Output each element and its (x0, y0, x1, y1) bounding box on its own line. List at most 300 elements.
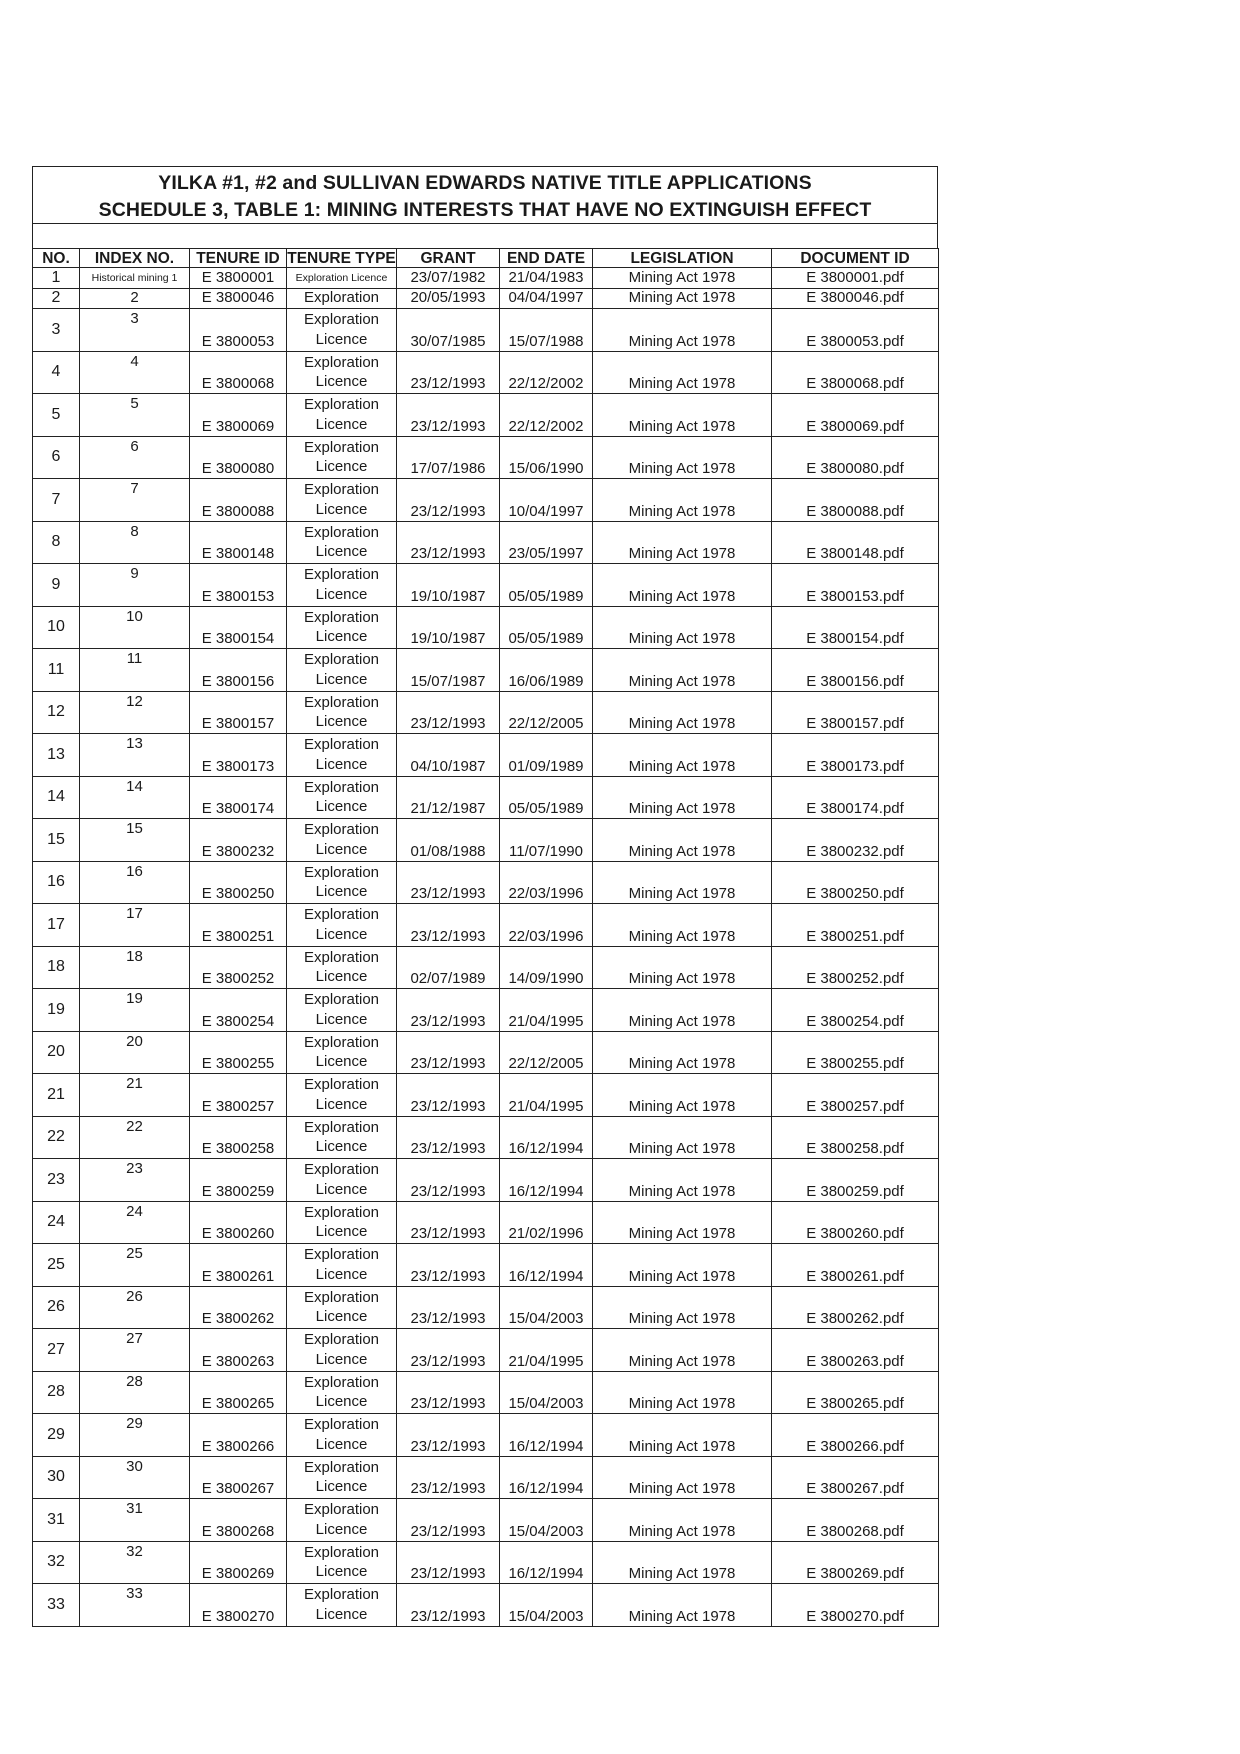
tenure-type-line2: Licence (315, 1435, 368, 1453)
row-document-id: E 3800156.pdf (772, 649, 939, 692)
row-document-id: E 3800261.pdf (772, 1244, 939, 1287)
row-index-no: 25 (80, 1244, 190, 1287)
table-row (33, 1201, 939, 1244)
table-row (33, 564, 939, 607)
row-legislation: Mining Act 1978 (593, 564, 772, 607)
row-document-id: E 3800080.pdf (772, 436, 939, 479)
row-index-no: 14 (80, 776, 190, 819)
tenure-type-line1: Exploration (303, 1203, 380, 1221)
row-end-date: 04/04/1997 (500, 288, 593, 309)
tenure-type-line2: Licence (315, 713, 368, 731)
row-tenure-type (287, 394, 397, 437)
row-tenure-id: E 3800257 (190, 1074, 287, 1117)
row-end-date: 11/07/1990 (500, 819, 593, 862)
col-header-legislation: LEGISLATION (593, 249, 772, 268)
row-no: 11 (33, 649, 80, 692)
row-tenure-id: E 3800068 (190, 351, 287, 394)
row-tenure-type (287, 268, 397, 289)
tenure-type-line1: Exploration (303, 1586, 380, 1604)
tenure-type-line2: Licence (315, 798, 368, 816)
row-document-id: E 3800157.pdf (772, 691, 939, 734)
row-document-id: E 3800068.pdf (772, 351, 939, 394)
document-page (32, 166, 938, 1627)
row-index-no: 10 (80, 606, 190, 649)
tenure-type-line2: Licence (315, 1563, 368, 1581)
row-end-date: 21/04/1983 (500, 268, 593, 289)
row-end-date: 22/12/2002 (500, 351, 593, 394)
row-grant-date: 15/07/1987 (397, 649, 500, 692)
tenure-type-line2: Licence (315, 1393, 368, 1411)
row-no: 19 (33, 989, 80, 1032)
row-document-id: E 3800263.pdf (772, 1329, 939, 1372)
table-row (33, 394, 939, 437)
row-document-id: E 3800046.pdf (772, 288, 939, 309)
row-tenure-type (287, 861, 397, 904)
row-tenure-type (287, 734, 397, 777)
row-grant-date: 23/12/1993 (397, 1159, 500, 1202)
row-end-date: 22/03/1996 (500, 904, 593, 947)
tenure-type-line1: Exploration (303, 1033, 380, 1051)
row-no: 21 (33, 1074, 80, 1117)
row-index-no: 31 (80, 1499, 190, 1542)
table-row (33, 1074, 939, 1117)
row-document-id: E 3800069.pdf (772, 394, 939, 437)
row-no: 4 (33, 351, 80, 394)
tenure-type-line1: Exploration Licence (295, 271, 388, 284)
row-legislation: Mining Act 1978 (593, 1201, 772, 1244)
row-tenure-id: E 3800250 (190, 861, 287, 904)
row-tenure-type (287, 606, 397, 649)
row-grant-date: 23/12/1993 (397, 1371, 500, 1414)
row-index-no: 16 (80, 861, 190, 904)
row-end-date: 05/05/1989 (500, 564, 593, 607)
row-index-no: 33 (80, 1584, 190, 1627)
tenure-type-line1: Exploration (303, 948, 380, 966)
col-header-document-id: DOCUMENT ID (772, 249, 939, 268)
tenure-type-line2: Licence (315, 925, 368, 943)
row-tenure-type (287, 649, 397, 692)
row-grant-date: 23/12/1993 (397, 1456, 500, 1499)
row-end-date: 05/05/1989 (500, 776, 593, 819)
row-no: 5 (33, 394, 80, 437)
tenure-type-line1: Exploration (303, 651, 380, 669)
row-end-date: 16/12/1994 (500, 1414, 593, 1457)
row-legislation: Mining Act 1978 (593, 989, 772, 1032)
row-end-date: 22/12/2005 (500, 1031, 593, 1074)
tenure-type-line2: Licence (315, 373, 368, 391)
row-document-id: E 3800269.pdf (772, 1541, 939, 1584)
row-index-no: 6 (80, 436, 190, 479)
table-row (33, 989, 939, 1032)
tenure-type-line2: Licence (315, 585, 368, 603)
row-index-no: 20 (80, 1031, 190, 1074)
row-tenure-id: E 3800270 (190, 1584, 287, 1627)
row-tenure-type (287, 1116, 397, 1159)
row-legislation: Mining Act 1978 (593, 1031, 772, 1074)
row-document-id: E 3800252.pdf (772, 946, 939, 989)
table-row (33, 606, 939, 649)
row-index-no: 28 (80, 1371, 190, 1414)
row-document-id: E 3800053.pdf (772, 309, 939, 352)
row-no: 9 (33, 564, 80, 607)
row-tenure-type (287, 1244, 397, 1287)
row-tenure-id: E 3800156 (190, 649, 287, 692)
tenure-type-line2: Licence (315, 543, 368, 561)
row-tenure-id: E 3800262 (190, 1286, 287, 1329)
row-grant-date: 23/12/1993 (397, 1499, 500, 1542)
row-index-no: 7 (80, 479, 190, 522)
row-grant-date: 23/12/1993 (397, 1201, 500, 1244)
row-legislation: Mining Act 1978 (593, 1116, 772, 1159)
row-index-no: 30 (80, 1456, 190, 1499)
row-tenure-type (287, 1159, 397, 1202)
row-no: 32 (33, 1541, 80, 1584)
row-no: 31 (33, 1499, 80, 1542)
row-legislation: Mining Act 1978 (593, 691, 772, 734)
row-document-id: E 3800257.pdf (772, 1074, 939, 1117)
row-tenure-id: E 3800148 (190, 521, 287, 564)
row-grant-date: 23/07/1982 (397, 268, 500, 289)
row-no: 3 (33, 309, 80, 352)
col-header-grant: GRANT (397, 249, 500, 268)
row-legislation: Mining Act 1978 (593, 479, 772, 522)
row-end-date: 16/12/1994 (500, 1244, 593, 1287)
tenure-type-line2: Licence (315, 500, 368, 518)
row-legislation: Mining Act 1978 (593, 1074, 772, 1117)
table-row (33, 288, 939, 309)
table-row (33, 268, 939, 289)
row-end-date: 16/12/1994 (500, 1159, 593, 1202)
row-index-no: 32 (80, 1541, 190, 1584)
tenure-type-line1: Exploration (303, 481, 380, 499)
table-row (33, 1414, 939, 1457)
row-end-date: 22/12/2005 (500, 691, 593, 734)
tenure-type-line2: Licence (315, 1010, 368, 1028)
row-document-id: E 3800154.pdf (772, 606, 939, 649)
col-header-tenure-type: TENURE TYPE (287, 249, 396, 267)
row-no: 7 (33, 479, 80, 522)
row-grant-date: 23/12/1993 (397, 1329, 500, 1372)
row-document-id: E 3800267.pdf (772, 1456, 939, 1499)
row-tenure-type (287, 691, 397, 734)
row-tenure-id: E 3800265 (190, 1371, 287, 1414)
row-legislation: Mining Act 1978 (593, 734, 772, 777)
row-tenure-type (287, 946, 397, 989)
tenure-type-line2: Licence (315, 1478, 368, 1496)
row-grant-date: 23/12/1993 (397, 1244, 500, 1287)
row-no: 16 (33, 861, 80, 904)
row-no: 15 (33, 819, 80, 862)
row-no: 30 (33, 1456, 80, 1499)
row-tenure-type (287, 1456, 397, 1499)
row-legislation: Mining Act 1978 (593, 268, 772, 289)
row-end-date: 23/05/1997 (500, 521, 593, 564)
row-grant-date: 23/12/1993 (397, 861, 500, 904)
row-legislation: Mining Act 1978 (593, 394, 772, 437)
row-grant-date: 23/12/1993 (397, 1116, 500, 1159)
row-end-date: 14/09/1990 (500, 946, 593, 989)
row-legislation: Mining Act 1978 (593, 1329, 772, 1372)
row-tenure-id: E 3800259 (190, 1159, 287, 1202)
row-index-no: 13 (80, 734, 190, 777)
row-tenure-type (287, 1074, 397, 1117)
table-body (33, 268, 939, 1627)
tenure-type-line2: Licence (315, 1308, 368, 1326)
tenure-type-line2: Licence (315, 1265, 368, 1283)
row-no: 1 (33, 268, 80, 289)
tenure-type-line1: Exploration (303, 821, 380, 839)
table-row (33, 1116, 939, 1159)
row-tenure-id: E 3800232 (190, 819, 287, 862)
row-grant-date: 23/12/1993 (397, 1584, 500, 1627)
row-no: 23 (33, 1159, 80, 1202)
row-tenure-id: E 3800153 (190, 564, 287, 607)
row-grant-date: 19/10/1987 (397, 564, 500, 607)
row-index-no: 22 (80, 1116, 190, 1159)
row-tenure-type (287, 1499, 397, 1542)
row-no: 22 (33, 1116, 80, 1159)
row-legislation: Mining Act 1978 (593, 819, 772, 862)
tenure-type-line1: Exploration (303, 1076, 380, 1094)
row-tenure-type (287, 1541, 397, 1584)
row-end-date: 15/04/2003 (500, 1499, 593, 1542)
table-row (33, 819, 939, 862)
row-tenure-id: E 3800269 (190, 1541, 287, 1584)
row-document-id: E 3800259.pdf (772, 1159, 939, 1202)
tenure-type-line1: Exploration (303, 1161, 380, 1179)
row-end-date: 05/05/1989 (500, 606, 593, 649)
tenure-type-line1: Exploration (303, 1288, 380, 1306)
row-tenure-id: E 3800266 (190, 1414, 287, 1457)
row-no: 13 (33, 734, 80, 777)
row-index-no: 11 (80, 649, 190, 692)
row-tenure-type (287, 1329, 397, 1372)
row-index-no: 9 (80, 564, 190, 607)
row-legislation: Mining Act 1978 (593, 436, 772, 479)
row-index-no: 3 (80, 309, 190, 352)
tenure-type-line2: Licence (315, 755, 368, 773)
tenure-type-line2: Licence (315, 1138, 368, 1156)
tenure-type-line1: Exploration (303, 1373, 380, 1391)
row-tenure-id: E 3800174 (190, 776, 287, 819)
row-no: 18 (33, 946, 80, 989)
table-header-row (33, 249, 939, 268)
row-tenure-id: E 3800069 (190, 394, 287, 437)
row-document-id: E 3800270.pdf (772, 1584, 939, 1627)
row-document-id: E 3800001.pdf (772, 268, 939, 289)
row-tenure-id: E 3800267 (190, 1456, 287, 1499)
row-tenure-type (287, 1584, 397, 1627)
row-tenure-type (287, 288, 397, 309)
row-tenure-id: E 3800080 (190, 436, 287, 479)
row-document-id: E 3800148.pdf (772, 521, 939, 564)
row-grant-date: 23/12/1993 (397, 394, 500, 437)
row-document-id: E 3800251.pdf (772, 904, 939, 947)
row-no: 12 (33, 691, 80, 734)
row-end-date: 15/06/1990 (500, 436, 593, 479)
row-index-no: 24 (80, 1201, 190, 1244)
row-legislation: Mining Act 1978 (593, 1414, 772, 1457)
tenure-type-line2: Licence (315, 1605, 368, 1623)
row-document-id: E 3800173.pdf (772, 734, 939, 777)
row-document-id: E 3800268.pdf (772, 1499, 939, 1542)
row-end-date: 16/12/1994 (500, 1116, 593, 1159)
row-no: 25 (33, 1244, 80, 1287)
row-tenure-type (287, 819, 397, 862)
tenure-type-line1: Exploration (303, 396, 380, 414)
document-title: YILKA #1, #2 and SULLIVAN EDWARDS NATIVE TITLE APPLICATIONS (158, 172, 812, 194)
tenure-type-line2: Licence (315, 1520, 368, 1538)
row-legislation: Mining Act 1978 (593, 649, 772, 692)
row-no: 24 (33, 1201, 80, 1244)
row-legislation: Mining Act 1978 (593, 1541, 772, 1584)
row-document-id: E 3800232.pdf (772, 819, 939, 862)
tenure-type-line2: Licence (315, 883, 368, 901)
row-index-no: 12 (80, 691, 190, 734)
row-grant-date: 04/10/1987 (397, 734, 500, 777)
tenure-type-line2: Licence (315, 840, 368, 858)
tenure-type-line1: Exploration (303, 1458, 380, 1476)
col-header-index-no: INDEX NO. (80, 249, 190, 268)
row-end-date: 16/12/1994 (500, 1456, 593, 1499)
tenure-type-line2: Licence (315, 628, 368, 646)
table-row (33, 1159, 939, 1202)
table-row (33, 734, 939, 777)
row-tenure-id: E 3800252 (190, 946, 287, 989)
row-legislation: Mining Act 1978 (593, 1286, 772, 1329)
tenure-type-line1: Exploration (303, 778, 380, 796)
row-no: 20 (33, 1031, 80, 1074)
row-document-id: E 3800260.pdf (772, 1201, 939, 1244)
row-grant-date: 19/10/1987 (397, 606, 500, 649)
row-grant-date: 17/07/1986 (397, 436, 500, 479)
row-legislation: Mining Act 1978 (593, 904, 772, 947)
table-row (33, 1584, 939, 1627)
row-tenure-id: E 3800088 (190, 479, 287, 522)
row-grant-date: 23/12/1993 (397, 1541, 500, 1584)
row-legislation: Mining Act 1978 (593, 606, 772, 649)
row-tenure-type (287, 1286, 397, 1329)
row-tenure-type (287, 989, 397, 1032)
row-index-no: 29 (80, 1414, 190, 1457)
row-no: 2 (33, 288, 80, 309)
tenure-type-line2: Licence (315, 1095, 368, 1113)
row-index-no: 18 (80, 946, 190, 989)
tenure-type-line1: Exploration (303, 289, 380, 307)
row-document-id: E 3800254.pdf (772, 989, 939, 1032)
row-tenure-type (287, 1031, 397, 1074)
row-index-no: 4 (80, 351, 190, 394)
row-document-id: E 3800174.pdf (772, 776, 939, 819)
table-row (33, 691, 939, 734)
row-grant-date: 23/12/1993 (397, 1031, 500, 1074)
table-row (33, 1286, 939, 1329)
row-tenure-type (287, 479, 397, 522)
tenure-type-line2: Licence (315, 330, 368, 348)
row-index-no: 19 (80, 989, 190, 1032)
tenure-type-line2: Licence (315, 968, 368, 986)
row-no: 33 (33, 1584, 80, 1627)
row-tenure-id: E 3800255 (190, 1031, 287, 1074)
table-row (33, 1541, 939, 1584)
row-grant-date: 20/05/1993 (397, 288, 500, 309)
row-end-date: 10/04/1997 (500, 479, 593, 522)
row-no: 29 (33, 1414, 80, 1457)
row-legislation: Mining Act 1978 (593, 351, 772, 394)
tenure-type-line1: Exploration (303, 1118, 380, 1136)
row-legislation: Mining Act 1978 (593, 1499, 772, 1542)
row-document-id: E 3800266.pdf (772, 1414, 939, 1457)
row-end-date: 15/04/2003 (500, 1371, 593, 1414)
row-index-no: 2 (80, 288, 190, 309)
row-no: 8 (33, 521, 80, 564)
table-row (33, 1031, 939, 1074)
tenure-type-line1: Exploration (303, 1543, 380, 1561)
tenure-type-line2: Licence (315, 670, 368, 688)
row-tenure-id: E 3800268 (190, 1499, 287, 1542)
row-index-no: 26 (80, 1286, 190, 1329)
table-row (33, 861, 939, 904)
table-row (33, 1499, 939, 1542)
row-tenure-id: E 3800258 (190, 1116, 287, 1159)
row-end-date: 21/04/1995 (500, 1329, 593, 1372)
tenure-type-line1: Exploration (303, 566, 380, 584)
row-legislation: Mining Act 1978 (593, 946, 772, 989)
table-row (33, 436, 939, 479)
row-legislation: Mining Act 1978 (593, 309, 772, 352)
table-row (33, 776, 939, 819)
tenure-type-line2: Licence (315, 415, 368, 433)
row-legislation: Mining Act 1978 (593, 288, 772, 309)
row-end-date: 22/03/1996 (500, 861, 593, 904)
row-index-no: Historical mining 1 (80, 268, 190, 289)
row-end-date: 16/06/1989 (500, 649, 593, 692)
row-legislation: Mining Act 1978 (593, 1584, 772, 1627)
row-document-id: E 3800262.pdf (772, 1286, 939, 1329)
row-grant-date: 23/12/1993 (397, 479, 500, 522)
tenure-type-line2: Licence (315, 1350, 368, 1368)
row-legislation: Mining Act 1978 (593, 1159, 772, 1202)
table-row (33, 946, 939, 989)
row-tenure-id: E 3800001 (190, 268, 287, 289)
table-row (33, 904, 939, 947)
row-no: 28 (33, 1371, 80, 1414)
row-legislation: Mining Act 1978 (593, 1244, 772, 1287)
table-row (33, 649, 939, 692)
row-grant-date: 02/07/1989 (397, 946, 500, 989)
row-index-no: 23 (80, 1159, 190, 1202)
table-row (33, 351, 939, 394)
row-tenure-type (287, 351, 397, 394)
row-index-no: 17 (80, 904, 190, 947)
tenure-type-line1: Exploration (303, 1246, 380, 1264)
tenure-type-line1: Exploration (303, 1331, 380, 1349)
row-grant-date: 23/12/1993 (397, 1074, 500, 1117)
row-index-no: 21 (80, 1074, 190, 1117)
row-index-no: 8 (80, 521, 190, 564)
row-document-id: E 3800153.pdf (772, 564, 939, 607)
row-grant-date: 23/12/1993 (397, 1414, 500, 1457)
row-no: 14 (33, 776, 80, 819)
row-end-date: 21/04/1995 (500, 1074, 593, 1117)
row-no: 26 (33, 1286, 80, 1329)
tenure-type-line1: Exploration (303, 311, 380, 329)
row-tenure-id: E 3800263 (190, 1329, 287, 1372)
row-end-date: 01/09/1989 (500, 734, 593, 777)
row-tenure-type (287, 904, 397, 947)
table-row (33, 1371, 939, 1414)
col-header-tenure-id: TENURE ID (190, 249, 287, 268)
